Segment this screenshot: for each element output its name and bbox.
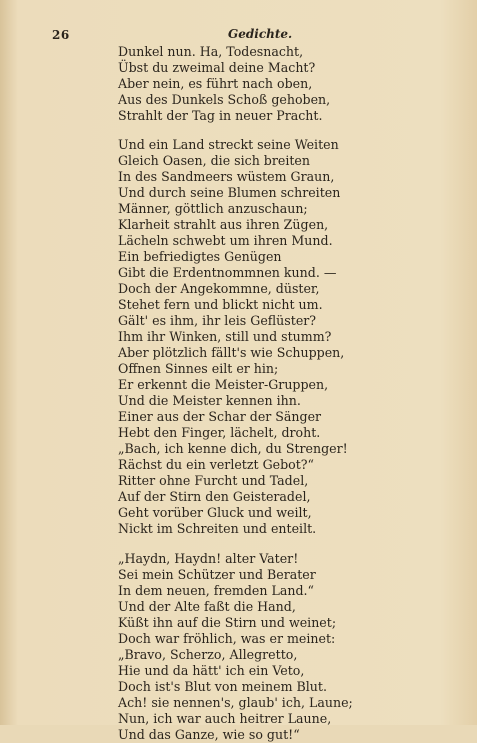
poem-line: Klarheit strahlt aus ihren Zügen, [118, 217, 329, 232]
poem-line: Und das Ganze, wie so gut!“ [118, 727, 300, 742]
poem-line: In dem neuen, fremden Land.“ [118, 583, 314, 598]
poem-line: Aus des Dunkels Schoß gehoben, [118, 92, 331, 107]
poem-line: Gält' es ihm, ihr leis Geflüster? [118, 313, 317, 328]
poem-line: Ritter ohne Furcht und Tadel, [118, 473, 309, 488]
poem-line: Männer, göttlich anzuschaun; [118, 201, 308, 216]
poem-line: Sei mein Schützer und Berater [118, 567, 316, 582]
poem-line: Gibt die Erdentnommnen kund. — [118, 265, 337, 280]
poem-line: Ach! sie nennen's, glaub' ich, Laune; [118, 695, 353, 710]
poem-line: Einer aus der Schar der Sänger [118, 409, 322, 424]
poem-line: Nickt im Schreiten und enteilt. [118, 521, 317, 536]
poem-line: Ihm ihr Winken, still und stumm? [118, 329, 332, 344]
poem-line: Strahlt der Tag in neuer Pracht. [118, 108, 323, 123]
poem-line: Auf der Stirn den Geisteradel, [118, 489, 311, 504]
poem-line: Ein befriedigtes Genügen [118, 249, 282, 264]
poem-line: Und durch seine Blumen schreiten [118, 185, 341, 200]
stanza-3 [118, 551, 448, 743]
poem-line: Und der Alte faßt die Hand, [118, 599, 296, 614]
poem-line: Offnen Sinnes eilt er hin; [118, 361, 279, 376]
poem-line: Dunkel nun. Ha, Todesnacht, [118, 44, 304, 59]
poem-line: Hebt den Finger, lächelt, droht. [118, 425, 321, 440]
poem-line: Hie und da hätt' ich ein Veto, [118, 663, 305, 678]
poem-line: Aber nein, es führt nach oben, [118, 76, 313, 91]
poem-line: Rächst du ein verletzt Gebot?“ [118, 457, 314, 472]
stanza-2 [118, 137, 448, 537]
poem-line: „Haydn, Haydn! alter Vater! [118, 551, 299, 566]
poem-line: Nun, ich war auch heitrer Laune, [118, 711, 332, 726]
poem-line: Aber plötzlich fällt's wie Schuppen, [118, 345, 345, 360]
poem-line: Er erkennt die Meister-Gruppen, [118, 377, 329, 392]
poem-line: „Bach, ich kenne dich, du Strenger! [118, 441, 348, 456]
poem-line: Doch der Angekommne, düster, [118, 281, 320, 296]
poem-line: „Bravo, Scherzo, Allegretto, [118, 647, 298, 662]
poem-line: Gleich Oasen, die sich breiten [118, 153, 310, 168]
poem-line: Lächeln schwebt um ihren Mund. [118, 233, 333, 248]
poem-line: Und ein Land streckt seine Weiten [118, 137, 339, 152]
page-number: 26 [52, 28, 70, 42]
poem-line: Übst du zweimal deine Macht? [118, 60, 316, 75]
poem-line: Doch war fröhlich, was er meinet: [118, 631, 336, 646]
poem-line: Und die Meister kennen ihn. [118, 393, 301, 408]
poem-line: Stehet fern und blickt nicht um. [118, 297, 323, 312]
poem-body [118, 44, 448, 743]
running-title: Gedichte. [228, 27, 293, 41]
stanza-1 [118, 44, 448, 124]
poem-line: In des Sandmeers wüstem Graun, [118, 169, 335, 184]
poem-line: Küßt ihn auf die Stirn und weinet; [118, 615, 337, 630]
poem-line: Doch ist's Blut von meinem Blut. [118, 679, 327, 694]
poem-line: Geht vorüber Gluck und weilt, [118, 505, 312, 520]
